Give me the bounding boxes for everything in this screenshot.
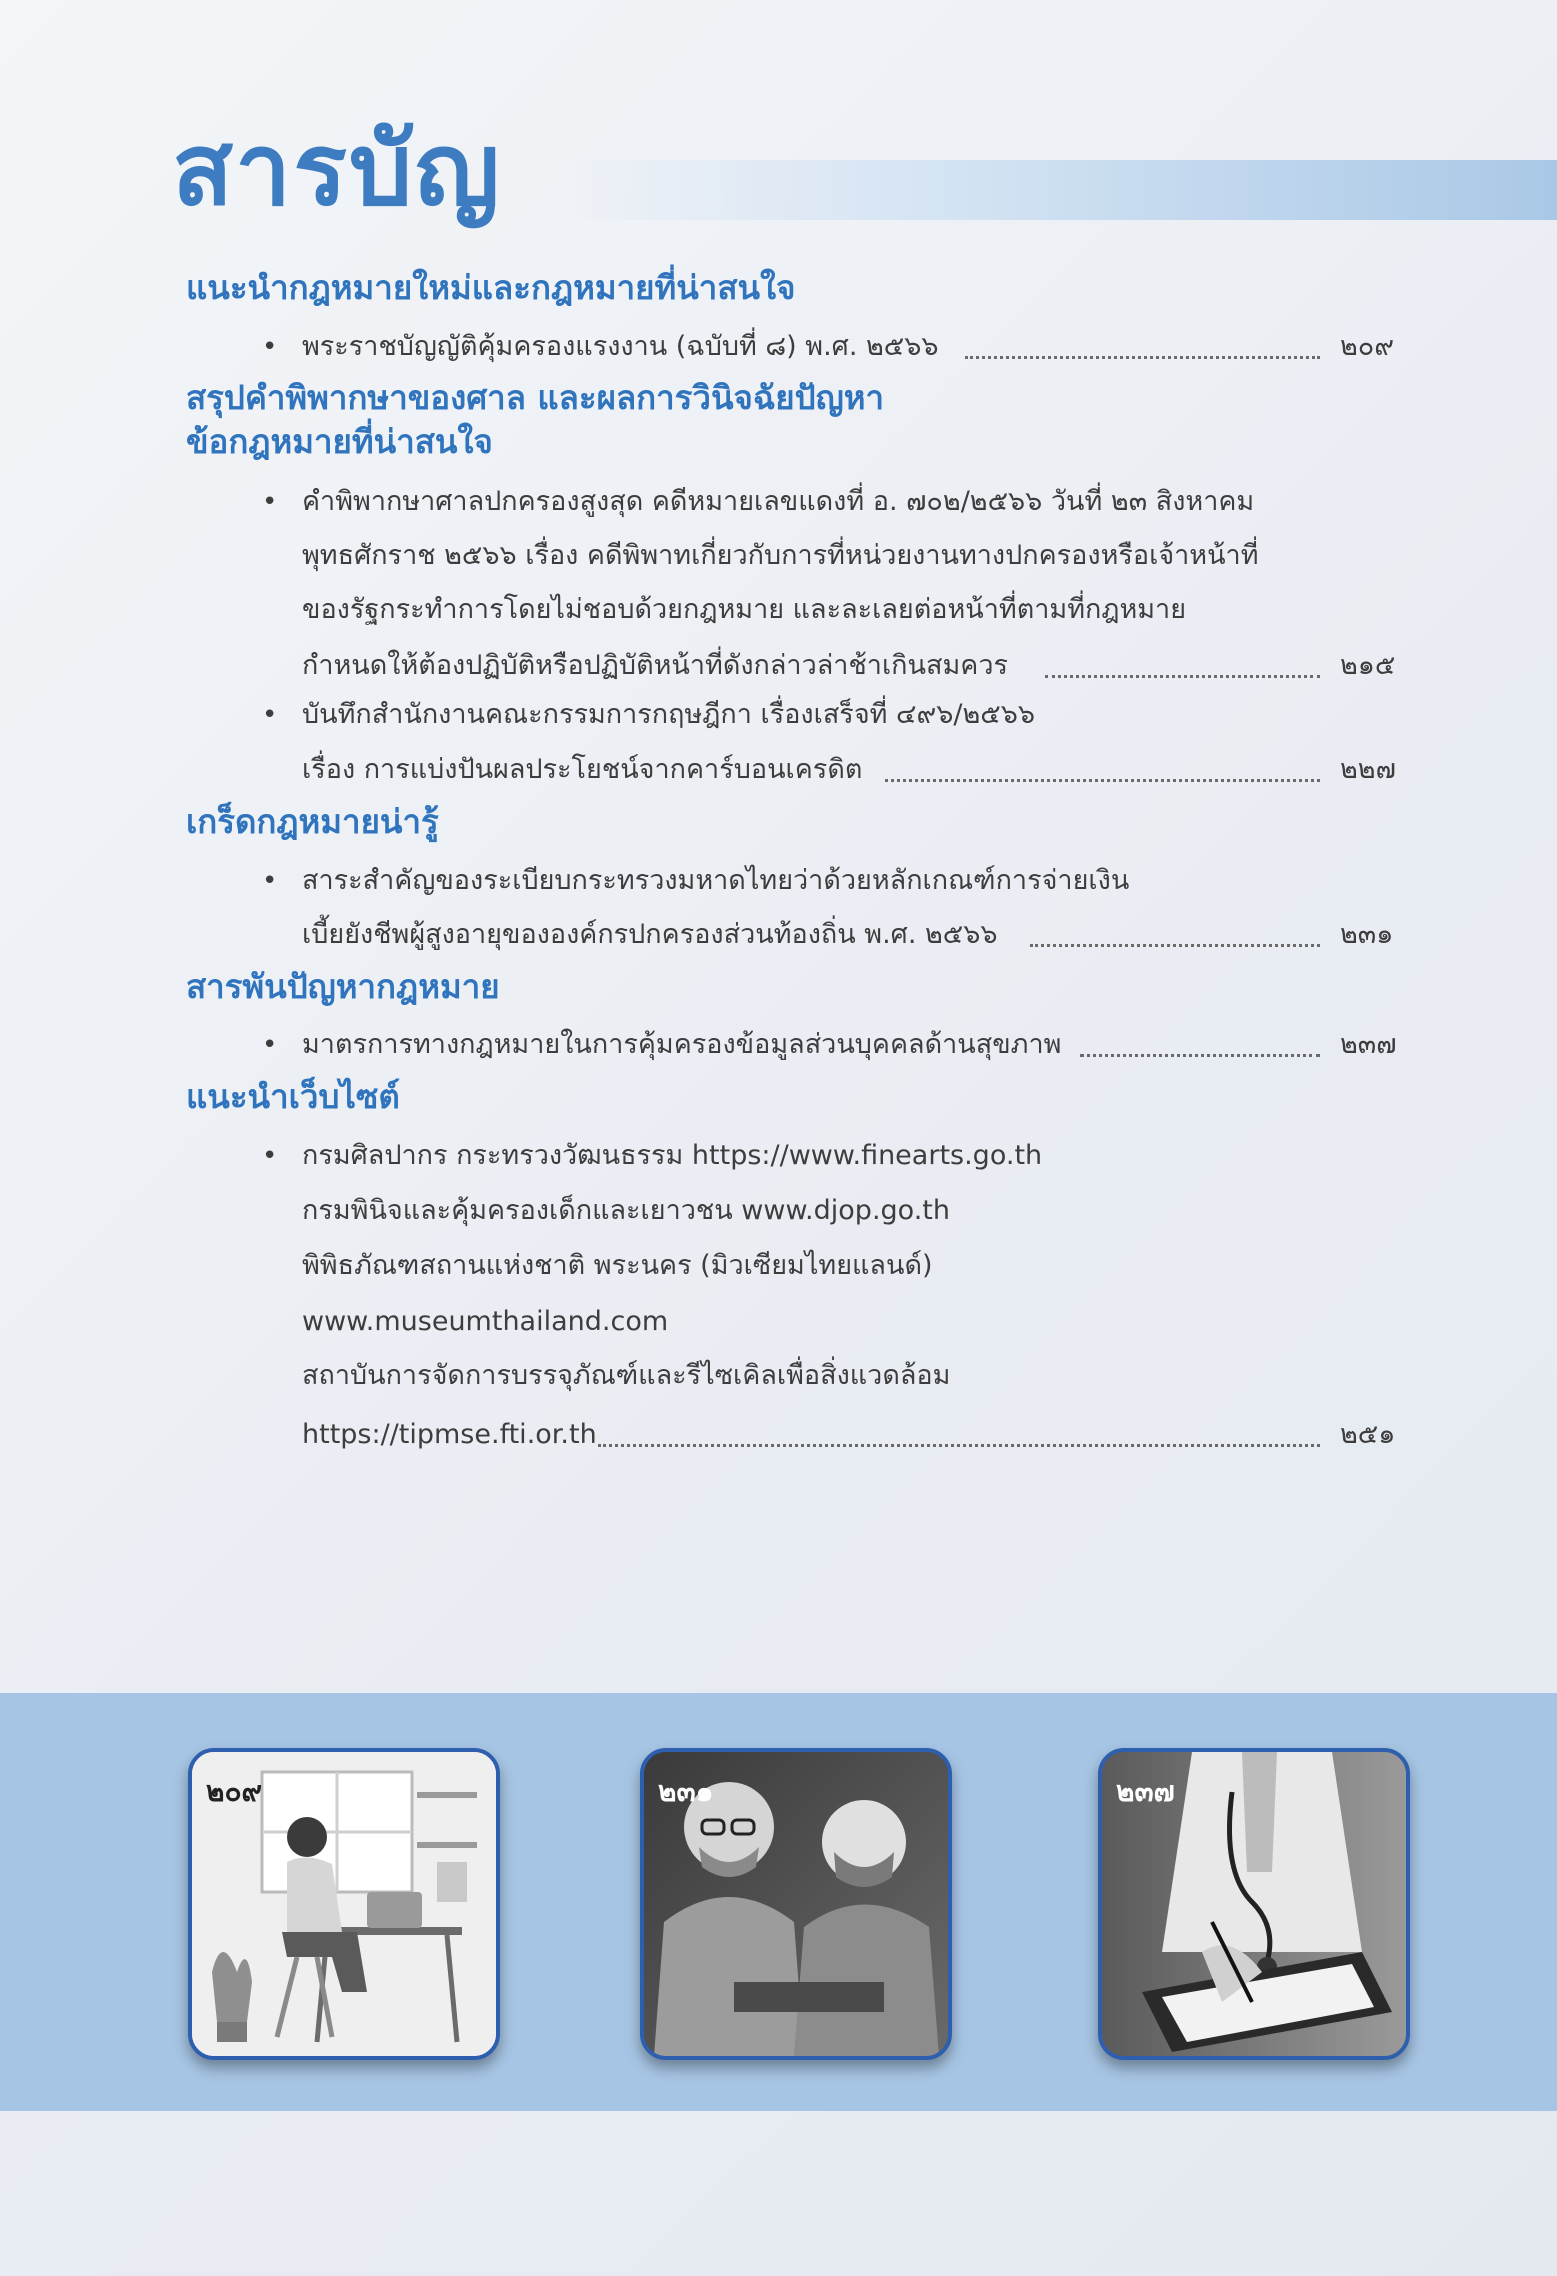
bullet: • (262, 487, 278, 517)
card-page-number: ๒๓๗ (1116, 1775, 1175, 1808)
toc-item-line: https://tipmse.fti.or.th (302, 1419, 597, 1450)
page-title: สารบัญ (172, 111, 502, 228)
page-number: ๒๐๙ (1340, 331, 1395, 362)
toc-item-line: มาตรการทางกฎหมายในการคุ้มครองข้อมูลส่วนบุคคลด้านสุขภาพ (302, 1029, 1062, 1060)
page-number: ๒๒๗ (1340, 754, 1396, 785)
section-heading: ข้อกฎหมายที่น่าสนใจ (186, 422, 493, 461)
toc-item-line: สาระสำคัญของระเบียบกระทรวงมหาดไทยว่าด้วยหลักเกณฑ์การจ่ายเงิน (302, 865, 1130, 896)
toc-item-line: กรมพินิจและคุ้มครองเด็กและเยาวชน www.djop.go.th (302, 1195, 950, 1226)
section-heading: แนะนำกฎหมายใหม่และกฎหมายที่น่าสนใจ (186, 268, 796, 307)
toc-item-line: ของรัฐกระทำการโดยไม่ชอบด้วยกฎหมาย และละเลยต่อหน้าที่ตามที่กฎหมาย (302, 594, 1187, 625)
toc-item-line: สถาบันการจัดการบรรจุภัณฑ์และรีไซเคิลเพื่อสิ่งแวดล้อม (302, 1360, 951, 1391)
section-heading: เกร็ดกฎหมายน่ารู้ (186, 802, 439, 841)
toc-item-line: เรื่อง การแบ่งปันผลประโยชน์จากคาร์บอนเครดิต (302, 754, 863, 785)
card-page-number: ๒๐๙ (206, 1775, 263, 1808)
section-heading: สรุปคำพิพากษาของศาล และผลการวินิจฉัยปัญหา (186, 378, 884, 417)
page-number: ๒๓๗ (1340, 1029, 1397, 1060)
card-illustration-woman-laptop (188, 1748, 500, 2060)
leader-dots (598, 1441, 1320, 1447)
card-page-number: ๒๓๑ (658, 1775, 714, 1808)
toc-item-line: พระราชบัญญัติคุ้มครองแรงงาน (ฉบับที่ ๘) พ.ศ. ๒๕๖๖ (302, 331, 939, 362)
section-heading: สารพันปัญหากฎหมาย (186, 967, 500, 1006)
bullet: • (262, 1030, 278, 1060)
toc-item-line: www.museumthailand.com (302, 1306, 669, 1337)
leader-dots (885, 776, 1320, 782)
card-photo-elderly-women (640, 1748, 952, 2060)
bullet: • (262, 866, 278, 896)
toc-item-line: เบี้ยยังชีพผู้สูงอายุขององค์กรปกครองส่วนท้องถิ่น พ.ศ. ๒๕๖๖ (302, 919, 998, 950)
card-photo-doctor (1098, 1748, 1410, 2060)
leader-dots (1030, 941, 1320, 947)
page-number: ๒๑๕ (1340, 650, 1396, 681)
toc-item-line: บันทึกสำนักงานคณะกรรมการกฤษฎีกา เรื่องเสร็จที่ ๔๙๖/๒๕๖๖ (302, 699, 1035, 730)
bullet: • (262, 332, 278, 362)
bullet: • (262, 700, 278, 730)
leader-dots (1045, 672, 1320, 678)
toc-item-line: พิพิธภัณฑสถานแห่งชาติ พระนคร (มิวเซียมไทยแลนด์) (302, 1250, 933, 1281)
toc-item-line: กรมศิลปากร กระทรวงวัฒนธรรม https://www.finearts.go.th (302, 1140, 1043, 1171)
page-number: ๒๓๑ (1340, 919, 1394, 950)
bullet: • (262, 1141, 278, 1171)
section-heading: แนะนำเว็บไซต์ (186, 1077, 400, 1116)
toc-item-line: กำหนดให้ต้องปฏิบัติหรือปฏิบัติหน้าที่ดังกล่าวล่าช้าเกินสมควร (302, 650, 1008, 681)
header-band (560, 160, 1557, 220)
page-number: ๒๕๑ (1340, 1419, 1396, 1450)
toc-item-line: พุทธศักราช ๒๕๖๖ เรื่อง คดีพิพาทเกี่ยวกับการที่หน่วยงานทางปกครองหรือเจ้าหน้าที่ (302, 540, 1259, 571)
toc-item-line: คำพิพากษาศาลปกครองสูงสุด คดีหมายเลขแดงที่ อ. ๗๐๒/๒๕๖๖ วันที่ ๒๓ สิงหาคม (302, 486, 1255, 517)
leader-dots (965, 353, 1320, 359)
leader-dots (1080, 1051, 1320, 1057)
